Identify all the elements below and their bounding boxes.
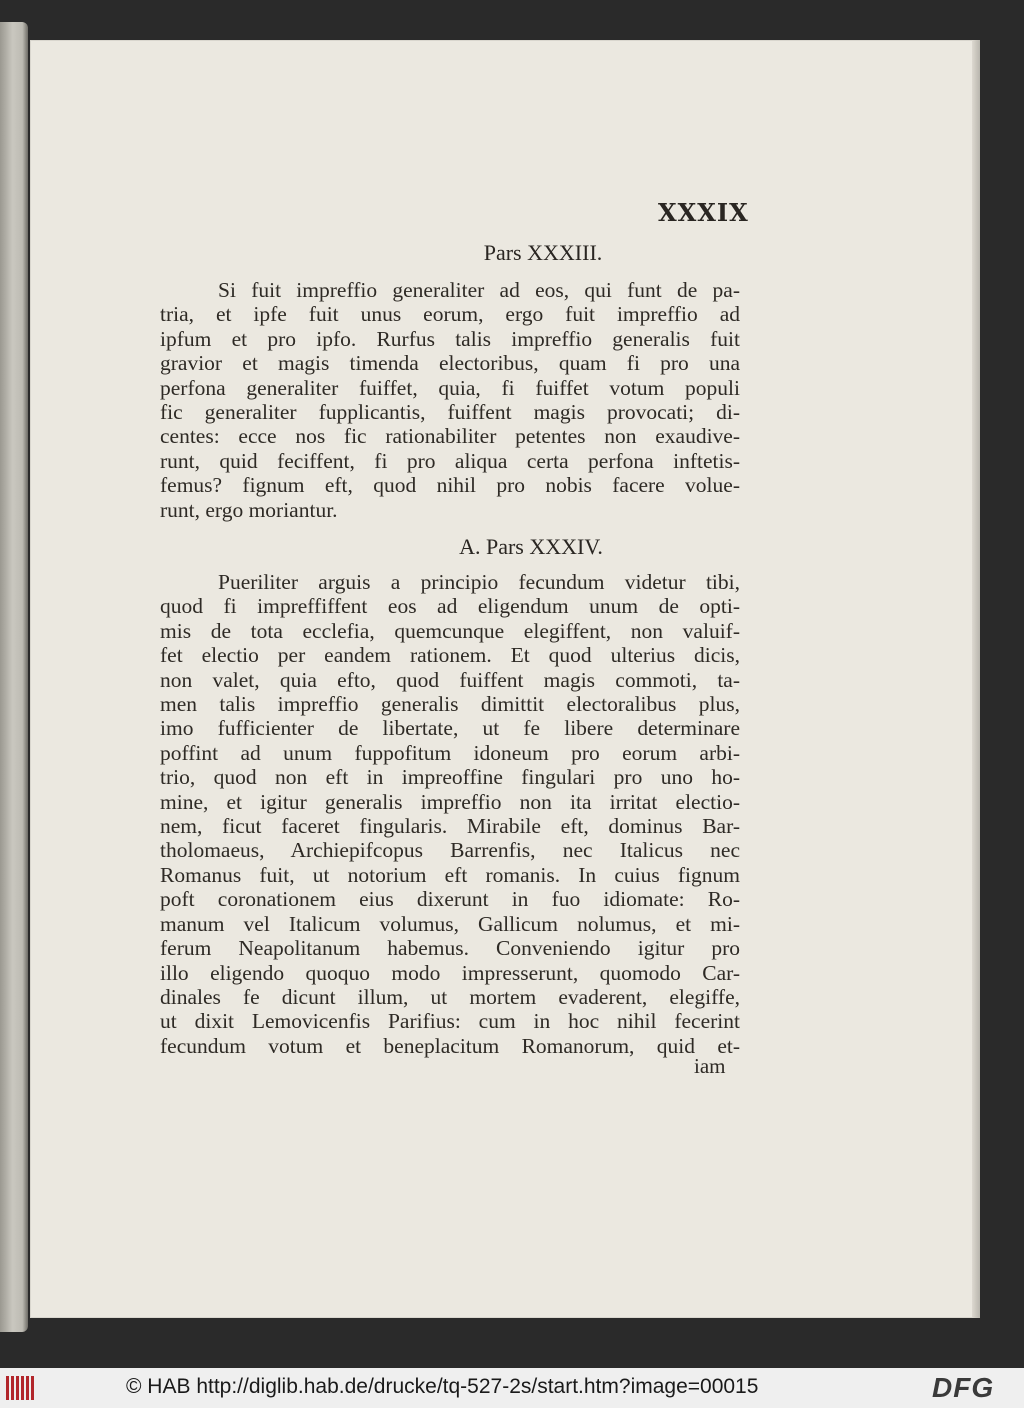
text-line: tholomaeus, Archiepifcopus Barrenfis, nec Italicus nec [160,838,740,863]
text-line: manum vel Italicum volumus, Gallicum nolumus, et mi- [160,911,740,936]
hab-logo-icon [6,1376,36,1400]
dfg-logo: DFG [932,1372,995,1403]
text-line: gravior et magis timenda electoribus, quam fi pro una [160,351,740,376]
text-line: fic generaliter fupplicantis, fuiffent magis provocati; di- [160,400,740,425]
text-line: nem, ficut faceret fingularis. Mirabile eft, dominus Bar- [160,814,740,839]
text-line: fet electio per eandem rationem. Et quod ulterius dicis, [160,643,740,668]
text-line: poft coronationem eius dixerunt in fuo idiomate: Ro- [160,887,740,912]
text-line: centes: ecce nos fic rationabiliter petentes non exaudive- [160,424,740,449]
text-line: imo fufficienter de libertate, ut fe libere determinare [160,716,740,741]
text-line: runt, ergo moriantur. [160,497,338,522]
text-line: Romanus fuit, ut notorium eft romanis. In cuius fignum [160,862,740,887]
text-line: femus? fignum eft, quod nihil pro nobis facere volue- [160,473,740,498]
text-line: trio, quod non eft in impreoffine fingulari pro uno ho- [160,765,740,790]
section-heading-1: Pars XXXIII. [483,240,603,265]
paragraph-1 [160,278,740,522]
text-line: dinales fe dicunt illum, ut mortem evaderent, elegiffe, [160,984,740,1009]
text-line: illo eligendo quoquo modo impresserunt, quomodo Car- [160,960,740,985]
paragraph-2 [160,570,740,1058]
text-line: Si fuit impreffio generaliter ad eos, qui funt de pa- [218,278,740,302]
text-line: fecundum votum et beneplacitum Romanorum, quid et- [160,1033,740,1058]
text-line: ferum Neapolitanum habemus. Conveniendo igitur pro [160,936,740,961]
text-line: runt, quid feciffent, fi pro aliqua certa perfona inftetis- [160,448,740,473]
page-number: XXXIX [658,198,749,227]
copyright-url[interactable]: © HAB http://diglib.hab.de/drucke/tq-527-2s/start.htm?image=00015 [126,1375,759,1398]
text-line: men talis impreffio generalis dimittit electoralibus plus, [160,692,740,717]
text-line: mine, et igitur generalis impreffio non ita irritat electio- [160,789,740,814]
page-right-edge [972,40,980,1318]
left-page-edge [0,22,28,1332]
footer-bar [0,1368,1024,1408]
text-line: Pueriliter arguis a principio fecundum videtur tibi, [218,570,740,594]
catchword: iam [694,1054,726,1078]
text-line: quod fi impreffiffent eos ad eligendum unum de opti- [160,594,740,619]
text-line: tria, et ipfe fuit unus eorum, ergo fuit impreffio ad [160,302,740,327]
text-line: mis de tota ecclefia, quemcunque elegiffent, non valuif- [160,618,740,643]
text-line: poffint ad unum fuppofitum idoneum pro eorum arbi- [160,740,740,765]
text-line: ut dixit Lemovicenfis Parifius: cum in hoc nihil fecerint [160,1009,740,1034]
section-heading-2: A. Pars XXXIV. [459,534,603,559]
text-line: perfona generaliter fuiffet, quia, fi fuiffet votum populi [160,375,740,400]
book-page [30,40,976,1318]
text-line: ipfum et pro ipfo. Rurfus talis impreffio generalis fuit [160,326,740,351]
text-line: non valet, quia efto, quod fuiffent magis commoti, ta- [160,667,740,692]
